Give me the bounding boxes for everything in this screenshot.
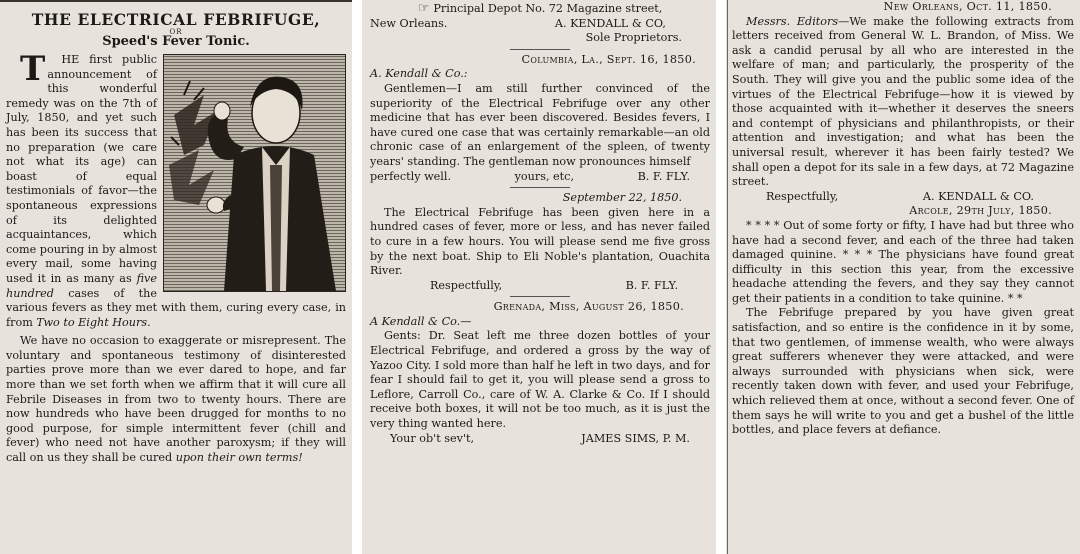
letter-1-dateline: Columbia, La., Sept. 16, 1850. [521,52,696,66]
depot-address: Principal Depot No. 72 Magazine street, [433,2,663,15]
letter-3-body: Gents: Dr. Seat left me three dozen bottles of your Electrical Febrifuge, and ordered a gross by the way of Yazoo City. I sold more than half he left in two days, and for fear I should fail to get it, you will please send a gross to Leflore, Carroll Co., care of W. A. Clarke & Co. If I should receive both boxes, it will not be too much, as it is just the very thing wanted here. [370,329,710,431]
arcole-paragraph-2: The Febrifuge prepared by you have given great satisfaction, and so entire is the confidence in it by some, that two gentlemen, of immense wealth, who were always great sufferers whenever they were attacked, and were always surrounded with physicians when sick, were recently taken down with fever, and used your Febrifuge, which relieved them at once, without a second fever. One of them says he will write to you and get a bushel of the little bottles, and place fevers at defiance. [732,306,1074,437]
letter-2-close-text: Respectfully, [430,278,503,292]
divider [510,187,570,188]
paragraph-no-exaggeration [6,334,346,465]
letter-1-signature: B. F. FLY. [637,169,690,183]
editors-dateline: New Orleans, Oct. 11, 1850. [883,0,1052,13]
letter-1-close [370,170,710,185]
editors-close [732,190,1074,205]
letter-2-signature: B. F. FLY. [625,278,678,292]
depot-firm: A. KENDALL & CO, [554,16,666,30]
depot-role: Sole Proprietors. [585,31,682,45]
depot-line-2 [370,17,710,32]
letter-1-body: Gentlemen—I am still further convinced of the superiority of the Electrical Febrifuge over any other medicine that has ever been discovered. Besides fevers, I have cured one case that was certainly remarkable—an old chronic case of an enlargement of the spleen, of twenty years' standing. The gentleman now pronounces himself [370,81,710,168]
advert-subtitle: Speed's Fever Tonic. [102,34,250,49]
arcole-dateline: Arcole, 29th July, 1850. [909,204,1052,218]
editors-salutation: Messrs. Editors [746,14,839,28]
portrait-figure-icon [164,55,345,291]
column-divider [727,0,728,554]
editors-signature: A. KENDALL & CO. [922,189,1034,203]
depot-city: New Orleans. [370,16,448,30]
letter-2-body: The Electrical Febrifuge has been given here in a hundred cases of fever, more or less, and has never failed to cure in a few hours. You will please send me five gross by the next boat. Ship to Eli Noble's plantation, Ouachita River. [370,205,710,278]
editors-letter [732,15,1074,190]
letter-3-close-text: Your ob't sev't, [390,431,475,445]
announcement-text-a: HE first public announcement of this wonderful remedy was on the 7th of July, 1850, and yet such has been its success that no preparation (we care not what its age) can boast of equal testimonials of favor—the spontaneous expressions of its delighted acquaintances, which come pouring in by almost every mail, some having used it in as many as [6,53,157,285]
drop-cap: T [20,49,46,89]
editors-body: —We make the following extracts from letters received from General W. L. Brandon, of Miss. We ask a candid perusal by all who are interested in the welfare of man; and particularly, the prosperity of the South. They will give you and the public some idea of the virtues of the Electrical Febrifuge—how it is viewed by those acquainted with it—whether it deserves the sneers and contempt of physicians and philanthropists, or their attention and investigation; and what has been the universal result, wherever it has been fairly tested? We shall open a depot for its sale in a few days, at 72 Magazine street. [732,14,1074,189]
letter-1-salutation: A. Kendall & Co.: [370,67,468,81]
portrait-engraving [163,54,346,292]
paragraph-2-text: We have no occasion to exaggerate or misrepresent. The voluntary and spontaneous testimony of disinterested parties prove more than we ever dared to hope, and far more than we set forth when we affirm that it will cure all Febrile Diseases in from two to twenty hours. There are now hundreds who have been drugged for months to no good purpose, for simple intermittent fever (chill and fever) who need not have another paroxysm; if they will call on us they shall be cured [6,334,346,465]
announcement-text-b: cases of the various fevers as they met with them, curing every case, in from [6,286,346,329]
arcole-paragraph-1: * * * * Out of some forty or fifty, I have had but three who have had a second fever, and each of the three had taken damaged quinine. * * * The physicians have found great difficulty in this section this year, from the excessive headache attending the fevers, and they say they cannot get their patients in a condition to take quinine. * * [732,218,1074,305]
letter-1-close-left: perfectly well. [370,169,452,183]
letter-3-close [370,432,710,447]
editors-close-text: Respectfully, [766,189,839,203]
letter-3-dateline: Grenada, Miss, August 26, 1850. [493,300,684,314]
advert-title: THE ELECTRICAL FEBRIFUGE, [31,10,321,29]
divider [510,49,570,50]
pointing-hand-icon: ☞ [417,1,430,16]
letter-2-dateline: September 22, 1850. [562,191,682,205]
announcement-italic-1: five hundred [6,271,157,300]
depot-line-1 [370,2,710,17]
announcement-italic-2: Two to Eight Hours. [36,315,151,329]
top-rule [0,0,352,2]
letter-1-close-mid: yours, etc, [514,169,574,183]
column-3 [726,0,1080,554]
divider [510,296,570,297]
advert-or: OR [169,28,183,36]
letter-2-close [370,279,710,294]
column-2 [362,0,716,554]
column-1 [0,0,352,554]
paragraph-2-italic: upon their own terms! [175,451,303,465]
letter-3-signature: JAMES SIMS, P. M. [581,431,690,445]
letter-3-salutation: A Kendall & Co.— [370,314,472,328]
